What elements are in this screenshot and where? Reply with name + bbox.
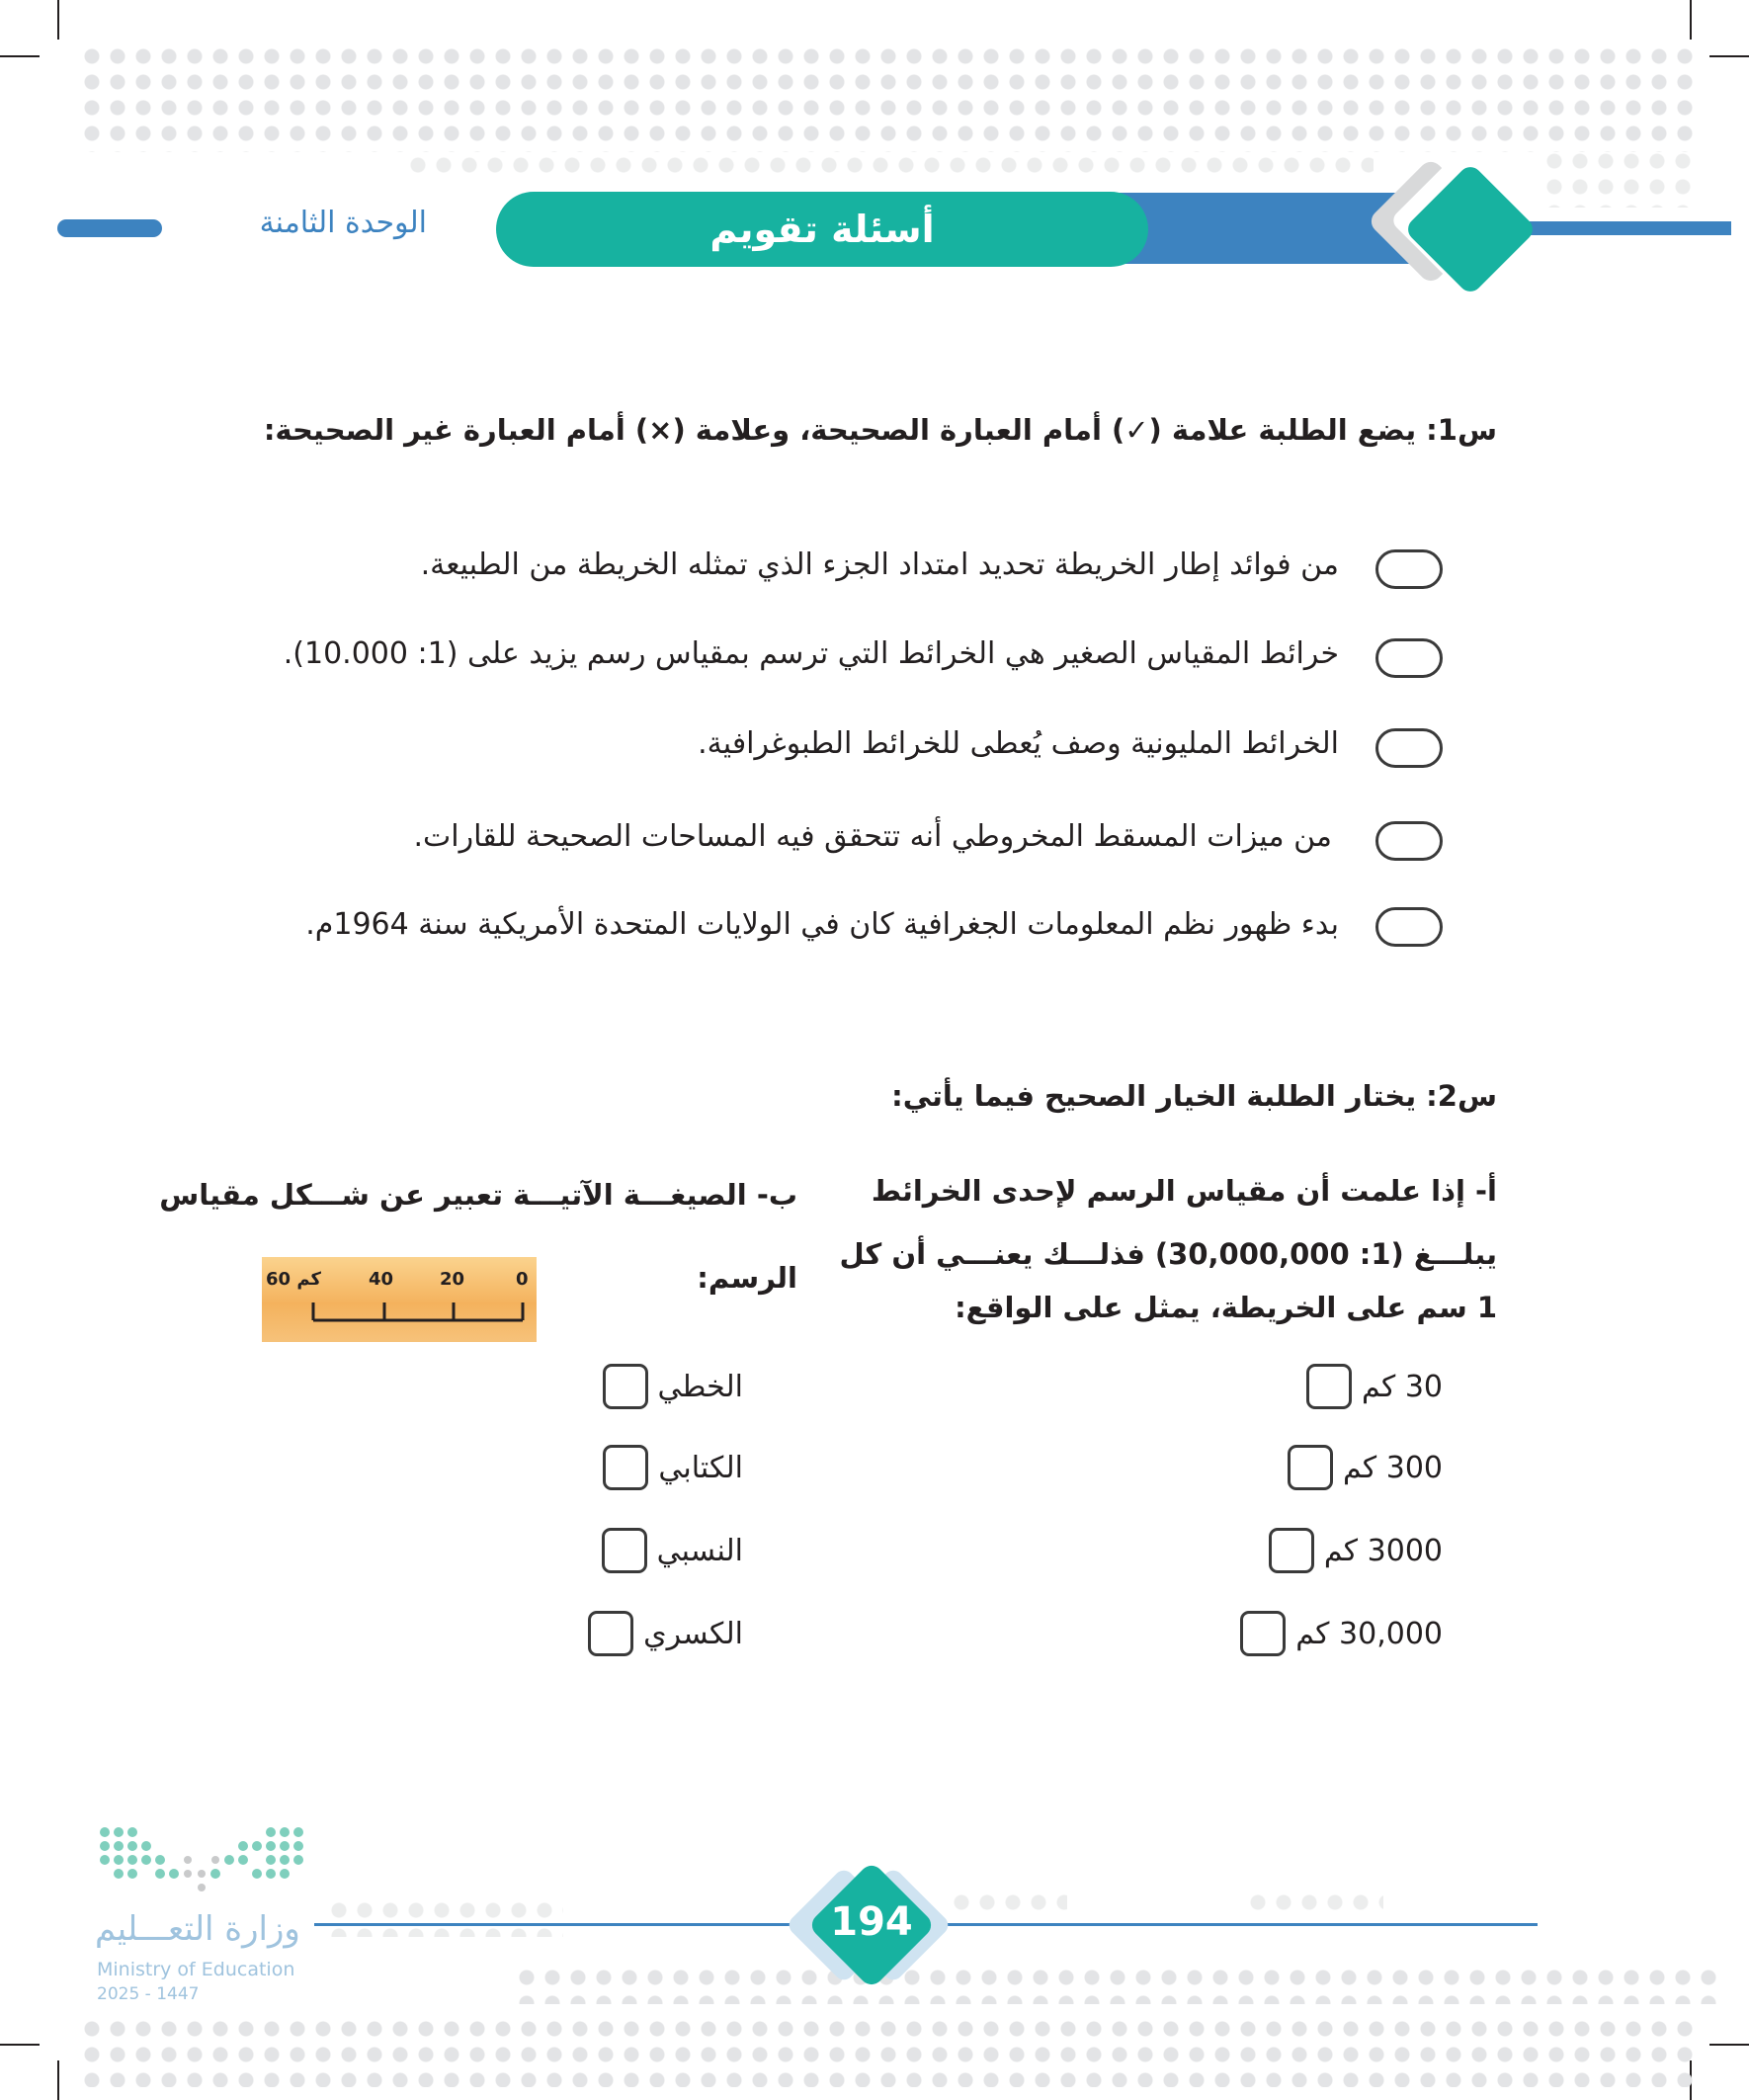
scale-label: 0 xyxy=(516,1269,529,1290)
option-label: الكسري xyxy=(643,1616,743,1651)
checkbox[interactable] xyxy=(603,1364,648,1409)
answer-oval-5[interactable] xyxy=(1375,907,1443,947)
part-a-line-1: أ- إذا علمت أن مقياس الرسم لإحدى الخرائط xyxy=(871,1174,1497,1208)
option-label: النسبي xyxy=(656,1533,743,1568)
checkbox[interactable] xyxy=(603,1445,648,1490)
crop-mark xyxy=(1709,2044,1749,2046)
statement-2: خرائط المقياس الصغير هي الخرائط التي ترسم بمقياس رسم يزيد على (1: 10.000). xyxy=(283,636,1339,671)
crop-mark xyxy=(57,2060,59,2100)
scale-label: 40 xyxy=(369,1269,394,1290)
statement-4: من ميزات المسقط المخروطي أنه تتحقق فيه المساحات الصحيحة للقارات. xyxy=(413,819,1332,854)
edition-year: 2025 - 1447 xyxy=(97,1984,200,2004)
statement-3: الخرائط المليونية وصف يُعطى للخرائط الطبوغرافية. xyxy=(698,726,1339,761)
option-label: 300 كم xyxy=(1342,1450,1443,1485)
crop-mark xyxy=(57,0,59,40)
option-label: 30 كم xyxy=(1362,1369,1443,1404)
part-b-option-3[interactable] xyxy=(602,1528,743,1573)
dot-pattern xyxy=(79,2016,1700,2087)
dot-pattern xyxy=(1245,1890,1383,1919)
part-b-option-4[interactable] xyxy=(588,1611,743,1656)
part-b-option-2[interactable] xyxy=(603,1445,743,1490)
statement-5: بدء ظهور نظم المعلومات الجغرافية كان في الولايات المتحدة الأمريكية سنة 1964م. xyxy=(305,907,1339,942)
answer-oval-2[interactable] xyxy=(1375,638,1443,678)
dot-pattern xyxy=(514,1965,1719,2004)
unit-title: الوحدة الثامنة xyxy=(259,206,427,240)
crop-mark xyxy=(0,2044,40,2046)
dot-pattern xyxy=(1541,148,1700,208)
crop-mark xyxy=(1709,55,1749,57)
part-b-line-2: الرسم: xyxy=(697,1261,797,1295)
part-a-option-2[interactable] xyxy=(1288,1445,1443,1490)
lesson-title-banner xyxy=(496,192,1148,267)
header-right-line xyxy=(1502,221,1731,235)
option-label: الكتابي xyxy=(658,1450,743,1485)
scale-label: 60 كم xyxy=(266,1269,321,1290)
checkbox[interactable] xyxy=(1306,1364,1352,1409)
part-b-line-1: ب- الصيغـــة الآتيـــة تعبير عن شـــكل مقياس xyxy=(159,1178,797,1212)
dot-pattern xyxy=(79,43,1700,152)
checkbox[interactable] xyxy=(1288,1445,1333,1490)
part-a-option-1[interactable] xyxy=(1306,1364,1443,1409)
dot-pattern xyxy=(405,152,1374,182)
crop-mark xyxy=(1690,0,1692,40)
option-label: 30,000 كم xyxy=(1295,1616,1443,1651)
option-label: 3000 كم xyxy=(1323,1533,1443,1568)
part-a-line-3: 1 سم على الخريطة، يمثل على الواقع: xyxy=(955,1291,1497,1324)
ministry-name-ar: وزارة التعـــليم xyxy=(95,1909,300,1949)
checkbox[interactable] xyxy=(1240,1611,1286,1656)
answer-oval-3[interactable] xyxy=(1375,728,1443,768)
answer-oval-1[interactable] xyxy=(1375,549,1443,589)
question-1-heading: س1: يضع الطلبة علامة (✓) أمام العبارة الصحيحة، وعلامة (×) أمام العبارة غير الصحيحة: xyxy=(263,413,1497,447)
checkbox[interactable] xyxy=(602,1528,647,1573)
ministry-logo-icon xyxy=(97,1824,308,1893)
scale-label: 20 xyxy=(440,1269,465,1290)
question-2-heading: س2: يختار الطلبة الخيار الصحيح فيما يأتي: xyxy=(891,1079,1497,1113)
linear-scale-image xyxy=(262,1257,537,1342)
option-label: الخطي xyxy=(657,1369,743,1404)
header-left-bar xyxy=(57,219,162,237)
lesson-title: أسئلة تقويم xyxy=(709,208,935,251)
dot-pattern xyxy=(326,1897,563,1937)
page-number: 194 xyxy=(830,1899,913,1945)
part-a-option-3[interactable] xyxy=(1269,1528,1443,1573)
checkbox[interactable] xyxy=(588,1611,633,1656)
part-a-line-2: يبلـــغ (1: 30,000,000) فذلـــك يعنـــي أن كل xyxy=(839,1237,1497,1271)
crop-mark xyxy=(0,55,40,57)
answer-oval-4[interactable] xyxy=(1375,821,1443,861)
part-a-option-4[interactable] xyxy=(1240,1611,1443,1656)
ministry-name-en: Ministry of Education xyxy=(97,1959,295,1980)
dot-pattern xyxy=(949,1890,1067,1919)
part-b-option-1[interactable] xyxy=(603,1364,743,1409)
statement-1: من فوائد إطار الخريطة تحديد امتداد الجزء الذي تمثله الخريطة من الطبيعة. xyxy=(420,547,1339,582)
checkbox[interactable] xyxy=(1269,1528,1314,1573)
